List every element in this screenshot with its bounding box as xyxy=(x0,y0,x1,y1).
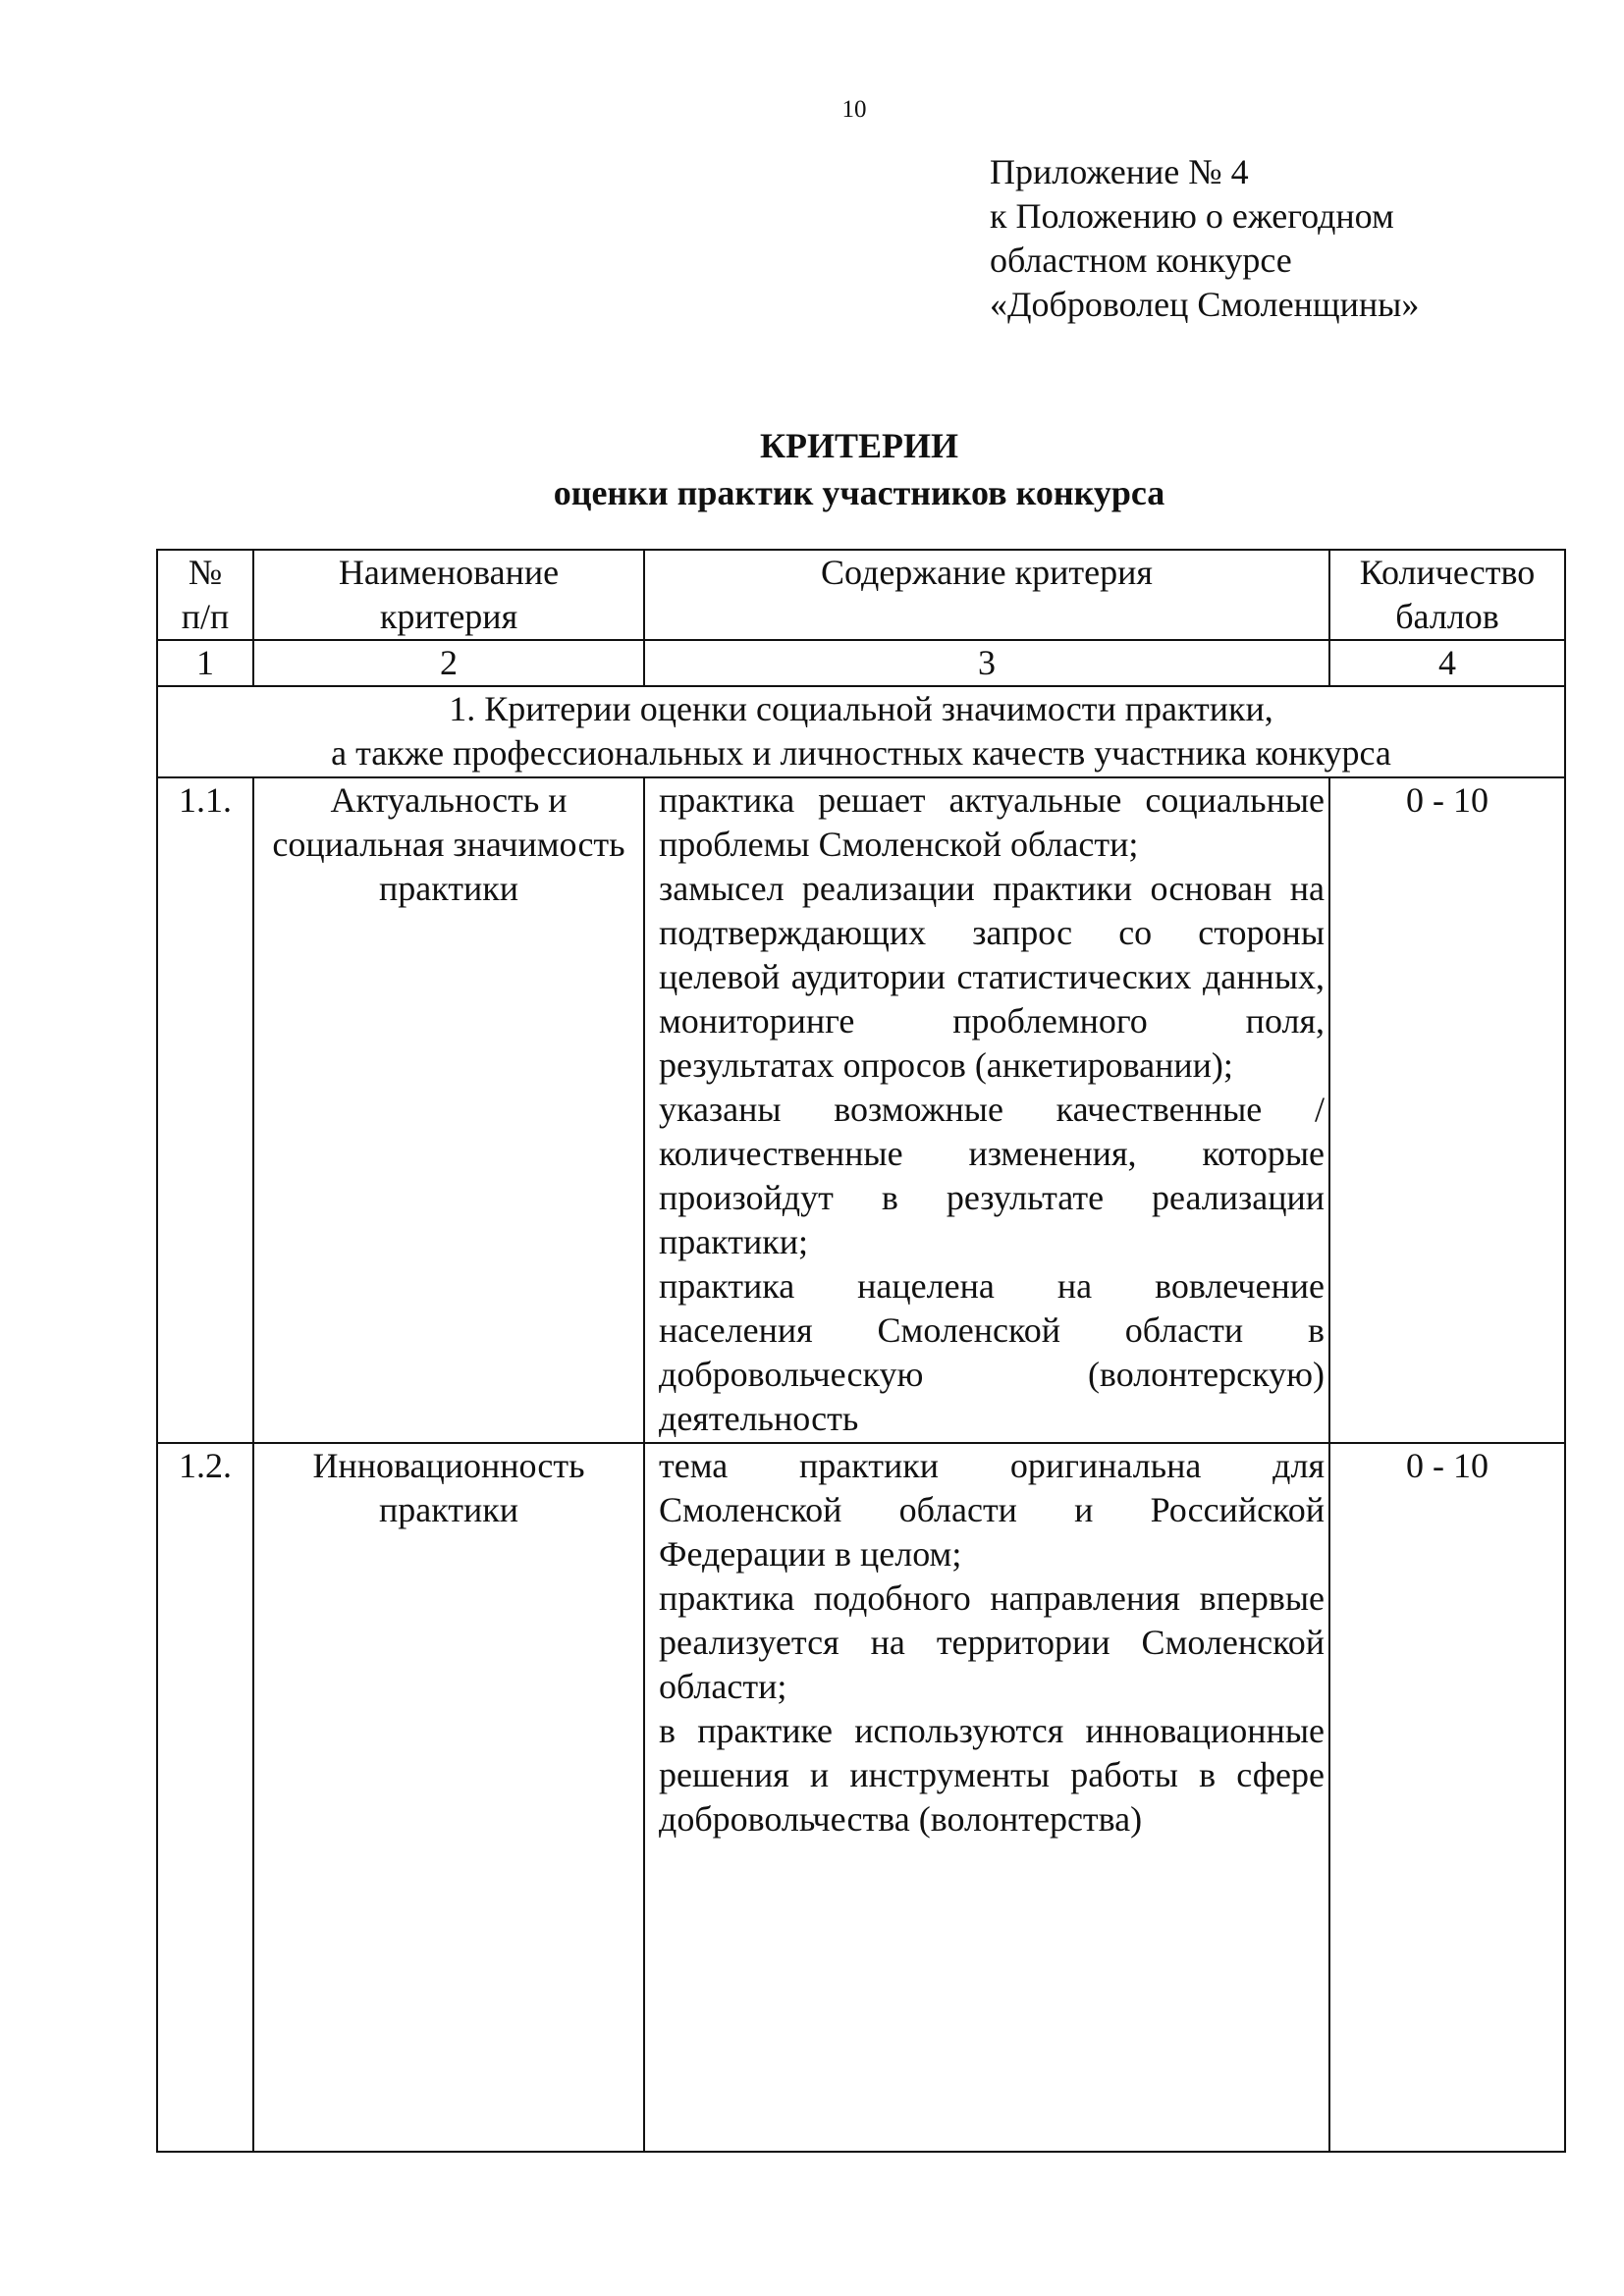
row-num: 1.1. xyxy=(157,777,253,1443)
appendix-line: «Доброволец Смоленщины» xyxy=(990,285,1420,324)
appendix-line: к Положению о ежегодном xyxy=(990,196,1394,236)
section-heading-row xyxy=(157,686,1565,777)
column-number: 4 xyxy=(1329,640,1565,686)
row-criterion-name: Актуальность и социальная значимость практики xyxy=(253,777,644,1443)
row-criterion-content xyxy=(644,777,1329,1443)
criteria-table xyxy=(156,549,1566,2153)
row-num: 1.2. xyxy=(157,1443,253,2152)
page-number: 10 xyxy=(841,96,867,123)
header-num-line: № xyxy=(188,553,223,592)
header-num-line: п/п xyxy=(181,597,230,636)
content-item: тема практики оригинальна для Смоленской области и Российской Федерации в целом; xyxy=(659,1446,1325,1574)
header-score-line: Количество xyxy=(1359,553,1536,592)
row-criterion-content xyxy=(644,1443,1329,2152)
content-item: практика решает актуальные социальные проблемы Смоленской области; xyxy=(659,780,1325,864)
header-num xyxy=(157,550,253,640)
content-item: указаны возможные качественные / количественные изменения, которые произойдут в результате реализации практики; xyxy=(659,1090,1325,1261)
title-main: КРИТЕРИИ xyxy=(759,426,959,465)
header-score xyxy=(1329,550,1565,640)
column-numbers-row xyxy=(157,640,1565,686)
header-content: Содержание критерия xyxy=(644,550,1329,640)
appendix-line: Приложение № 4 xyxy=(990,152,1249,191)
header-name-line: критерия xyxy=(379,597,518,636)
appendix-line: областном конкурсе xyxy=(990,240,1292,280)
content-item: в практике используются инновационные решения и инструменты работы в сфере добровольчества (волонтерства) xyxy=(659,1711,1325,1839)
row-score: 0 - 10 xyxy=(1329,777,1565,1443)
document-title xyxy=(0,422,1624,516)
content-item: практика нацелена на вовлечение населения Смоленской области в добровольческую (волонтерскую) деятельность xyxy=(659,1266,1325,1438)
appendix-note xyxy=(990,150,1419,327)
title-subtitle: оценки практик участников конкурса xyxy=(553,473,1165,512)
row-score: 0 - 10 xyxy=(1329,1443,1565,2152)
header-name-line: Наименование xyxy=(338,553,560,592)
header-name xyxy=(253,550,644,640)
column-number: 1 xyxy=(157,640,253,686)
column-number: 2 xyxy=(253,640,644,686)
column-number: 3 xyxy=(644,640,1329,686)
section-heading xyxy=(157,686,1565,777)
content-item: практика подобного направления впервые реализуется на территории Смоленской области; xyxy=(659,1578,1325,1706)
row-criterion-name: Инновационность практики xyxy=(253,1443,644,2152)
section-heading-line: а также профессиональных и личностных качеств участника конкурса xyxy=(331,733,1391,773)
content-item: замысел реализации практики основан на подтверждающих запрос со стороны целевой аудитории статистических данных, мониторинге проблемного поля, результатах опросов (анкетировании); xyxy=(659,869,1325,1085)
section-heading-line: 1. Критерии оценки социальной значимости практики, xyxy=(449,689,1273,728)
header-score-line: баллов xyxy=(1395,597,1499,636)
table-row xyxy=(157,777,1565,1443)
table-row xyxy=(157,1443,1565,2152)
table-header-row xyxy=(157,550,1565,640)
